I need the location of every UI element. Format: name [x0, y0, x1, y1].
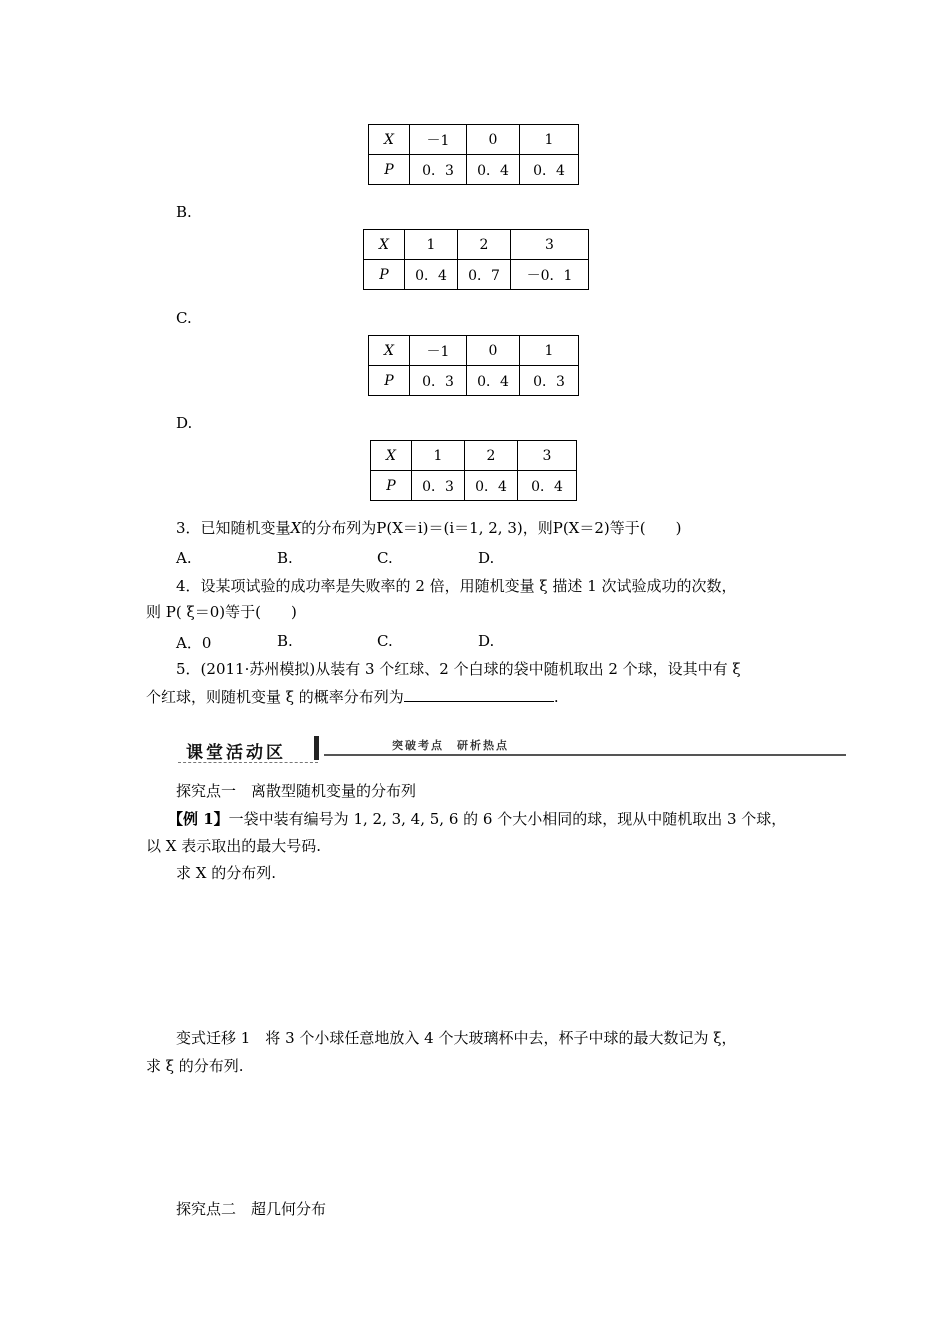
- table-row: [364, 260, 589, 290]
- q5-text: 个红球，则随机变量 ξ 的概率分布列为: [146, 688, 404, 706]
- q3-text: 3．已知随机变量: [176, 519, 291, 537]
- table-cell: P: [369, 155, 410, 185]
- table-cell: 3: [518, 441, 577, 471]
- table-cell: 0．4: [467, 155, 520, 185]
- table-row: [369, 336, 579, 366]
- table-cell: 0: [467, 125, 520, 155]
- table-cell: P: [369, 366, 410, 396]
- table-cell: 3: [511, 230, 589, 260]
- table-cell: 0: [467, 336, 520, 366]
- table-row: [369, 125, 579, 155]
- table-row: [369, 155, 579, 185]
- table-cell: 0．7: [458, 260, 511, 290]
- distribution-table-a: [368, 124, 579, 185]
- q3-choice-b: B.: [277, 549, 293, 567]
- option-label-d: D.: [176, 414, 193, 432]
- table-cell: 2: [465, 441, 518, 471]
- question-4-line-1: 4．设某项试验的成功率是失败率的 2 倍，用随机变量 ξ 描述 1 次试验成功的次数，: [176, 577, 737, 595]
- section-banner: [178, 734, 848, 766]
- table-cell: 2: [458, 230, 511, 260]
- table-row: [371, 441, 577, 471]
- banner-title: 课堂活动区: [186, 743, 286, 763]
- option-label-c: C.: [176, 309, 192, 327]
- banner-dash: [178, 762, 318, 763]
- table-row: [364, 230, 589, 260]
- section-2-heading: 探究点二 超几何分布: [176, 1200, 327, 1218]
- q3-choice-a: A.: [176, 549, 192, 567]
- table-cell: 0．3: [410, 366, 467, 396]
- distribution-table-c: [368, 335, 579, 396]
- example-1-line-3: 求 X 的分布列.: [176, 864, 276, 882]
- q3-expression: P(X＝i)＝(i＝1, 2, 3)，则: [376, 519, 553, 537]
- table-cell: P: [371, 471, 412, 501]
- q3-choice-d: D.: [478, 549, 495, 567]
- table-cell: 0．4: [520, 155, 579, 185]
- banner-bar: [314, 736, 319, 760]
- variant-1-line-1: 变式迁移 1 将 3 个小球任意地放入 4 个大玻璃杯中去，杯子中球的最大数记为 ξ，: [176, 1029, 737, 1047]
- table-cell: 0．4: [465, 471, 518, 501]
- table-cell: 1: [412, 441, 465, 471]
- table-row: [371, 471, 577, 501]
- example-1-line-2: 以 X 表示取出的最大号码.: [146, 837, 321, 855]
- table-cell: 0．3: [520, 366, 579, 396]
- option-label-b: B.: [176, 203, 192, 221]
- table-cell: X: [371, 441, 412, 471]
- q5-text: .: [553, 688, 559, 706]
- table-cell: 1: [405, 230, 458, 260]
- question-5-line-1: 5．(2011·苏州模拟)从装有 3 个红球、2 个白球的袋中随机取出 2 个球，设其中有 ξ: [176, 660, 741, 678]
- table-cell: X: [364, 230, 405, 260]
- q4-choice-b: B.: [277, 632, 293, 650]
- distribution-table-d: [370, 440, 577, 501]
- table-cell: 0．4: [405, 260, 458, 290]
- q3-text: 等于( ): [609, 519, 682, 537]
- table-cell: 0．4: [518, 471, 577, 501]
- q3-text: 的分布列为: [301, 519, 377, 537]
- question-4-line-2: 则 P( ξ＝0)等于( ): [146, 603, 297, 621]
- answer-blank[interactable]: [404, 687, 554, 702]
- banner-subtitle: 突破考点 研析热点: [392, 739, 509, 752]
- q4-choice-c: C.: [377, 632, 393, 650]
- table-cell: －0．1: [511, 260, 589, 290]
- table-cell: 1: [520, 336, 579, 366]
- q4-choice-a: A．0: [176, 634, 212, 652]
- table-cell: 0．4: [467, 366, 520, 396]
- q3-expression: P(X＝2): [552, 519, 610, 537]
- question-3: [176, 517, 681, 539]
- distribution-table-b: [363, 229, 589, 290]
- table-cell: －1: [410, 336, 467, 366]
- example-1-line-1: [168, 808, 786, 830]
- table-cell: －1: [410, 125, 467, 155]
- table-cell: X: [369, 125, 410, 155]
- variant-1-line-2: 求 ξ 的分布列.: [146, 1057, 244, 1075]
- example-text: 一袋中装有编号为 1, 2, 3, 4, 5, 6 的 6 个大小相同的球，现从中随机取出 3 个球，: [228, 810, 787, 828]
- example-tag: 【例 1】: [168, 810, 229, 828]
- section-1-heading: 探究点一 离散型随机变量的分布列: [176, 782, 417, 800]
- table-cell: 0．3: [410, 155, 467, 185]
- table-cell: 0．3: [412, 471, 465, 501]
- q4-choice-d: D.: [478, 632, 495, 650]
- table-row: [369, 366, 579, 396]
- q3-var: X: [290, 519, 302, 537]
- q3-choice-c: C.: [377, 549, 393, 567]
- table-cell: P: [364, 260, 405, 290]
- table-cell: 1: [520, 125, 579, 155]
- banner-rule: [324, 754, 846, 756]
- question-5-line-2: [146, 686, 559, 708]
- table-cell: X: [369, 336, 410, 366]
